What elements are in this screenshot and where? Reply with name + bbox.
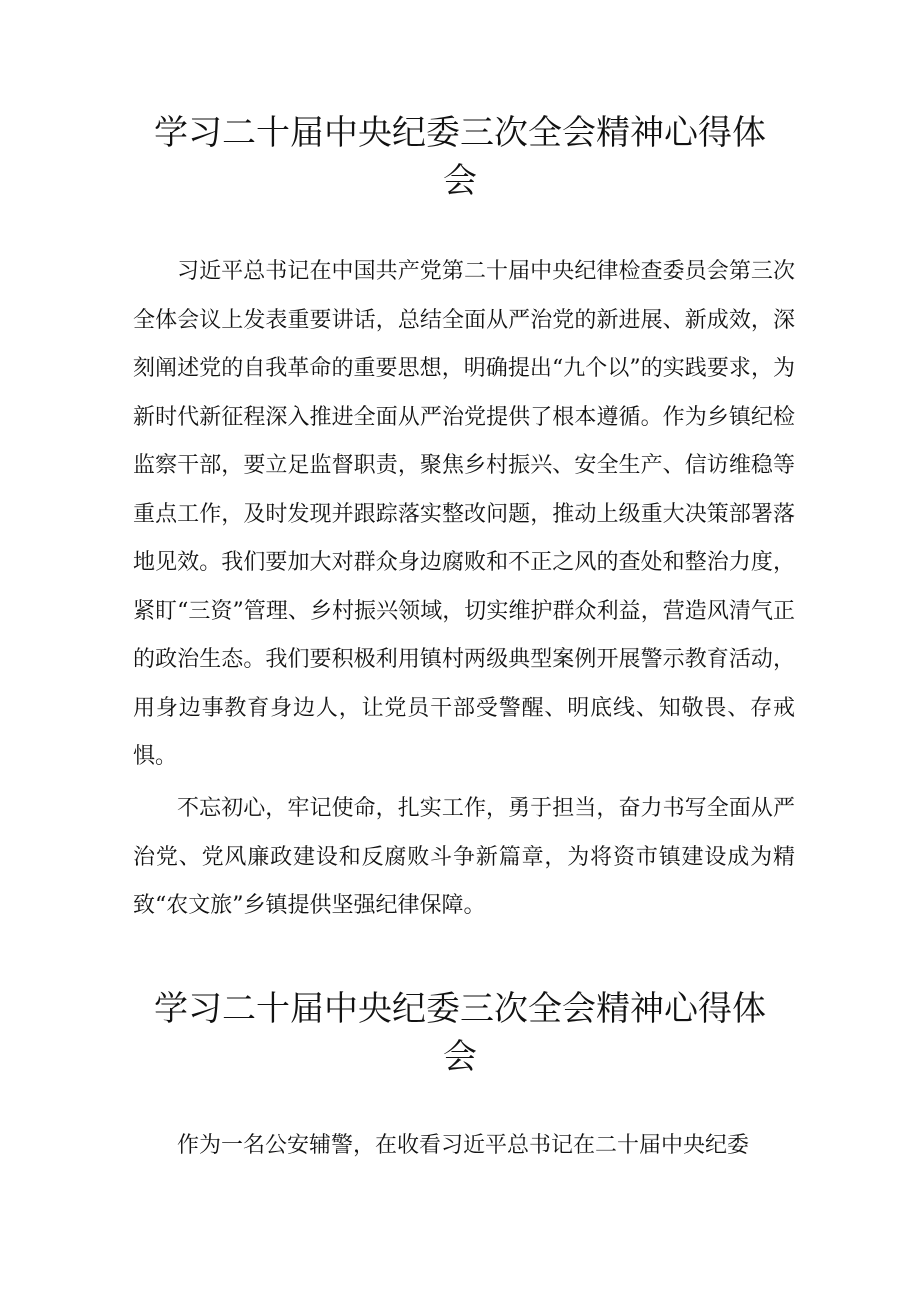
section-2-title: 学习二十届中央纪委三次全会精神心得体会 xyxy=(154,989,766,1077)
section-1-title: 学习二十届中央纪委三次全会精神心得体会 xyxy=(154,113,766,201)
section-1-paragraph-1: 习近平总书记在中国共产党第二十届中央纪律检查委员会第三次全体会议上发表重要讲话，总结全面从严治党的新进展、新成效，深刻阐述党的自我革命的重要思想，明确提出“九个以”的实践要求，为新时代新征程深入推进全面从严治党提供了根本遵循。作为乡镇纪检监察干部，要立足监督职责，聚焦乡村振兴、安全生产、信访维稳等重点工作，及时发现并跟踪落实整改问题，推动上级重大决策部署落地见效。我们要加大对群众身边腐败和不正之风的查处和整治力度，紧盯“三资”管理、乡村振兴领域，切实维护群众利益，营造风清气正的政治生态。我们要积极利用镇村两级典型案例开展警示教育活动，用身边事教育身边人，让党员干部受警醒、明底线、知敬畏、存戒惧。 xyxy=(133,259,795,769)
section-2-paragraph-1: 作为一名公安辅警，在收看习近平总书记在二十届中央纪委 xyxy=(177,1133,750,1158)
section-1-paragraph-2: 不忘初心，牢记使命，扎实工作，勇于担当，奋力书写全面从严治党、党风廉政建设和反腐败斗争新篇章，为将资市镇建设成为精致“农文旅”乡镇提供坚强纪律保障。 xyxy=(133,796,795,918)
